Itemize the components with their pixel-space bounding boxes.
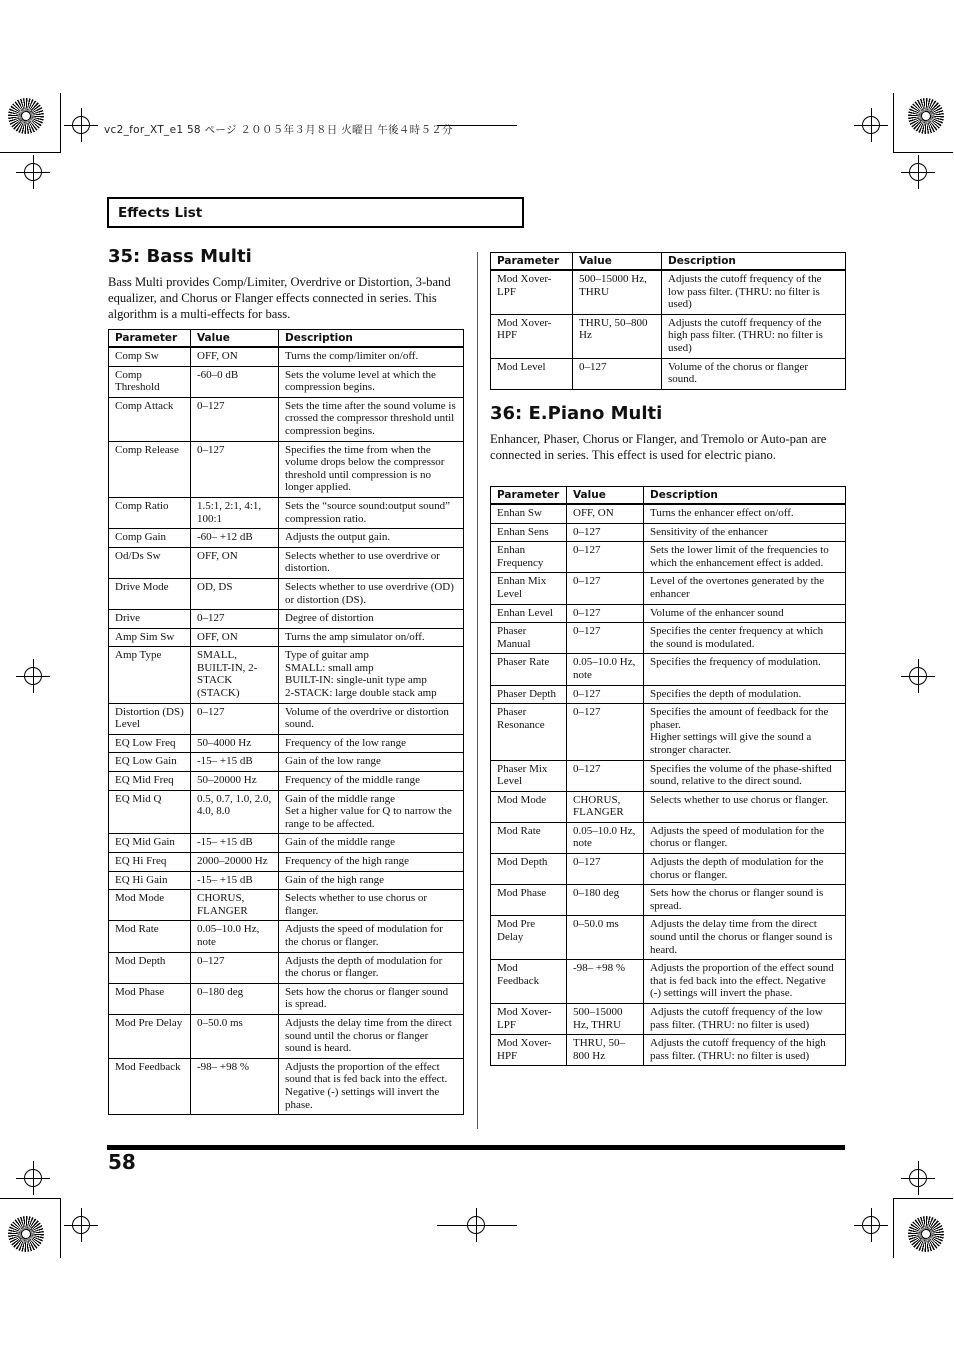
table-row bbox=[491, 704, 846, 760]
registration-disc-icon bbox=[908, 1216, 944, 1252]
value-cell: 0–127 bbox=[191, 952, 279, 983]
value-cell: 0.5, 0.7, 1.0, 2.0, 4.0, 8.0 bbox=[191, 790, 279, 834]
description-cell: Adjusts the speed of modulation for the chorus or flanger. bbox=[279, 921, 464, 952]
description-cell: Level of the overtones generated by the enhancer bbox=[644, 573, 846, 604]
parameter-cell: EQ Low Freq bbox=[109, 734, 191, 753]
parameter-cell: Enhan Sw bbox=[491, 504, 567, 523]
parameter-cell: Comp Sw bbox=[109, 347, 191, 366]
description-cell: Selects whether to use overdrive or distortion. bbox=[279, 547, 464, 578]
crosshair-mark-icon bbox=[909, 163, 927, 181]
description-cell: Specifies the frequency of modulation. bbox=[644, 654, 846, 685]
description-cell: Adjusts the depth of modulation for the chorus or flanger. bbox=[644, 854, 846, 885]
table-row bbox=[109, 366, 464, 397]
parameter-cell: Mod Xover-LPF bbox=[491, 1004, 567, 1035]
parameter-cell: Mod Depth bbox=[109, 952, 191, 983]
parameter-cell: Mod Pre Delay bbox=[109, 1014, 191, 1058]
table-row bbox=[109, 647, 464, 703]
parameter-cell: Mod Xover-HPF bbox=[491, 1035, 567, 1066]
value-cell: CHORUS, FLANGER bbox=[567, 791, 644, 822]
value-cell: 0.05–10.0 Hz, note bbox=[567, 654, 644, 685]
description-cell: Adjusts the speed of modulation for the chorus or flanger. bbox=[644, 822, 846, 853]
crosshair-mark-icon bbox=[909, 667, 927, 685]
description-cell: Adjusts the delay time from the direct sound until the chorus or flanger sound is heard. bbox=[644, 916, 846, 960]
bass-multi-intro: Bass Multi provides Comp/Limiter, Overdrive or Distortion, 3-band equalizer, and Chorus or Flanger effects connected in series. This algorithm is a multi-effects for bass. bbox=[108, 275, 451, 321]
value-cell: 0.05–10.0 Hz, note bbox=[191, 921, 279, 952]
description-cell: Turns the comp/limiter on/off. bbox=[279, 347, 464, 366]
column-header-value: Value bbox=[573, 253, 662, 271]
value-cell: 0–127 bbox=[567, 523, 644, 542]
description-cell: Turns the enhancer effect on/off. bbox=[644, 504, 846, 523]
table-row bbox=[491, 822, 846, 853]
parameter-cell: Mod Xover-LPF bbox=[491, 270, 573, 314]
description-cell: Type of guitar amp SMALL: small amp BUILT-IN: single-unit type amp 2-STACK: large double stack amp bbox=[279, 647, 464, 703]
value-cell: 2000–20000 Hz bbox=[191, 853, 279, 872]
value-cell: 0–127 bbox=[567, 685, 644, 704]
description-cell: Selects whether to use chorus or flanger. bbox=[279, 890, 464, 921]
parameter-cell: Drive Mode bbox=[109, 578, 191, 609]
description-cell: Sensitivity of the enhancer bbox=[644, 523, 846, 542]
parameter-cell: Phaser Manual bbox=[491, 623, 567, 654]
table-row bbox=[109, 628, 464, 647]
parameter-cell: Comp Ratio bbox=[109, 497, 191, 528]
table-row bbox=[109, 834, 464, 853]
parameter-cell: EQ Hi Gain bbox=[109, 871, 191, 890]
parameter-cell: Drive bbox=[109, 610, 191, 629]
parameter-cell: Comp Threshold bbox=[109, 366, 191, 397]
description-cell: Gain of the middle range Set a higher value for Q to narrow the range to be affected. bbox=[279, 790, 464, 834]
value-cell: -60–0 dB bbox=[191, 366, 279, 397]
description-cell: Gain of the middle range bbox=[279, 834, 464, 853]
table-row bbox=[491, 760, 846, 791]
description-cell: Gain of the low range bbox=[279, 753, 464, 772]
crop-mark bbox=[60, 1198, 61, 1258]
bass-multi-title: 35: Bass Multi bbox=[108, 246, 252, 267]
table-row bbox=[491, 623, 846, 654]
value-cell: SMALL, BUILT-IN, 2-STACK (STACK) bbox=[191, 647, 279, 703]
parameter-cell: Comp Attack bbox=[109, 397, 191, 441]
parameter-cell: EQ Mid Q bbox=[109, 790, 191, 834]
parameter-cell: Amp Type bbox=[109, 647, 191, 703]
parameter-cell: EQ Mid Gain bbox=[109, 834, 191, 853]
value-cell: -98– +98 % bbox=[567, 960, 644, 1004]
table-row bbox=[109, 397, 464, 441]
value-cell: -60– +12 dB bbox=[191, 529, 279, 548]
table-row bbox=[109, 772, 464, 791]
registration-disc-icon bbox=[8, 1216, 44, 1252]
crosshair-mark-icon bbox=[24, 1169, 42, 1187]
value-cell: 0–180 deg bbox=[567, 885, 644, 916]
value-cell: 50–20000 Hz bbox=[191, 772, 279, 791]
value-cell: 1.5:1, 2:1, 4:1, 100:1 bbox=[191, 497, 279, 528]
value-cell: -98– +98 % bbox=[191, 1058, 279, 1114]
table-row bbox=[491, 885, 846, 916]
table-row bbox=[491, 1004, 846, 1035]
parameter-cell: Mod Phase bbox=[109, 983, 191, 1014]
parameter-cell: Enhan Sens bbox=[491, 523, 567, 542]
crosshair-mark-icon bbox=[862, 116, 880, 134]
column-header-value: Value bbox=[567, 487, 644, 505]
column-header-parameter: Parameter bbox=[109, 330, 191, 348]
value-cell: 50–4000 Hz bbox=[191, 734, 279, 753]
crop-mark bbox=[893, 1198, 953, 1199]
description-cell: Turns the amp simulator on/off. bbox=[279, 628, 464, 647]
parameter-cell: EQ Mid Freq bbox=[109, 772, 191, 791]
column-header-description: Description bbox=[662, 253, 846, 271]
description-cell: Degree of distortion bbox=[279, 610, 464, 629]
parameter-cell: Mod Phase bbox=[491, 885, 567, 916]
description-cell: Gain of the high range bbox=[279, 871, 464, 890]
table-row bbox=[491, 542, 846, 573]
value-cell: 0–127 bbox=[191, 397, 279, 441]
crosshair-mark-icon bbox=[24, 667, 42, 685]
parameter-cell: Mod Level bbox=[491, 358, 573, 389]
bass-multi-table bbox=[108, 329, 464, 1115]
description-cell: Adjusts the delay time from the direct sound until the chorus or flanger sound is heard. bbox=[279, 1014, 464, 1058]
column-header-value: Value bbox=[191, 330, 279, 348]
value-cell: 500–15000 Hz, THRU bbox=[573, 270, 662, 314]
description-cell: Adjusts the proportion of the effect sound that is fed back into the effect. Negative (-) settings will invert the phase. bbox=[644, 960, 846, 1004]
parameter-cell: Phaser Rate bbox=[491, 654, 567, 685]
crop-mark bbox=[893, 1198, 894, 1258]
table-row bbox=[109, 497, 464, 528]
column-header-parameter: Parameter bbox=[491, 253, 573, 271]
parameter-cell: Mod Depth bbox=[491, 854, 567, 885]
table-row bbox=[109, 610, 464, 629]
table-row bbox=[491, 685, 846, 704]
value-cell: -15– +15 dB bbox=[191, 753, 279, 772]
value-cell: -15– +15 dB bbox=[191, 871, 279, 890]
table-row bbox=[109, 871, 464, 890]
table-header-row bbox=[491, 487, 846, 505]
table-row bbox=[491, 504, 846, 523]
value-cell: OFF, ON bbox=[191, 347, 279, 366]
table-row bbox=[491, 270, 846, 314]
table-row bbox=[109, 790, 464, 834]
table-row bbox=[109, 578, 464, 609]
description-cell: Sets how the chorus or flanger sound is spread. bbox=[644, 885, 846, 916]
section-label: Effects List bbox=[118, 205, 203, 221]
value-cell: 0–127 bbox=[191, 703, 279, 734]
description-cell: Adjusts the depth of modulation for the chorus or flanger. bbox=[279, 952, 464, 983]
column-divider bbox=[477, 252, 478, 1129]
parameter-cell: Mod Rate bbox=[491, 822, 567, 853]
description-cell: Adjusts the cutoff frequency of the low pass filter. (THRU: no filter is used) bbox=[662, 270, 846, 314]
crop-mark bbox=[437, 1225, 517, 1226]
description-cell: Volume of the enhancer sound bbox=[644, 604, 846, 623]
description-cell: Sets the time after the sound volume is crossed the compressor threshold until compression begins. bbox=[279, 397, 464, 441]
bass-multi-continued-table bbox=[490, 252, 846, 390]
table-row bbox=[109, 547, 464, 578]
description-cell: Volume of the overdrive or distortion sound. bbox=[279, 703, 464, 734]
table-row bbox=[491, 1035, 846, 1066]
parameter-cell: Phaser Resonance bbox=[491, 704, 567, 760]
value-cell: THRU, 50–800 Hz bbox=[567, 1035, 644, 1066]
description-cell: Adjusts the proportion of the effect sound that is fed back into the effect. Negative (-) settings will invert the phase. bbox=[279, 1058, 464, 1114]
value-cell: 0–127 bbox=[567, 854, 644, 885]
page-number: 58 bbox=[108, 1150, 136, 1174]
table-row bbox=[491, 960, 846, 1004]
table-row bbox=[491, 604, 846, 623]
print-header: vc2_for_XT_e1 58 ページ ２００５年３月８日 火曜日 午後４時５２分 bbox=[104, 124, 453, 136]
value-cell: 0–127 bbox=[567, 604, 644, 623]
crosshair-mark-icon bbox=[909, 1169, 927, 1187]
value-cell: 0–127 bbox=[567, 542, 644, 573]
value-cell: 0–180 deg bbox=[191, 983, 279, 1014]
table-row bbox=[491, 654, 846, 685]
value-cell: OFF, ON bbox=[191, 547, 279, 578]
parameter-cell: Comp Gain bbox=[109, 529, 191, 548]
crosshair-mark-icon bbox=[72, 1216, 90, 1234]
parameter-cell: EQ Hi Freq bbox=[109, 853, 191, 872]
description-cell: Frequency of the high range bbox=[279, 853, 464, 872]
column-header-description: Description bbox=[644, 487, 846, 505]
value-cell: 0–127 bbox=[567, 760, 644, 791]
table-row bbox=[109, 890, 464, 921]
crosshair-mark-icon bbox=[24, 163, 42, 181]
value-cell: 0–127 bbox=[191, 441, 279, 497]
value-cell: OFF, ON bbox=[191, 628, 279, 647]
parameter-cell: Amp Sim Sw bbox=[109, 628, 191, 647]
parameter-cell: Enhan Mix Level bbox=[491, 573, 567, 604]
crop-mark bbox=[0, 1198, 60, 1199]
value-cell: 0.05–10.0 Hz, note bbox=[567, 822, 644, 853]
parameter-cell: Enhan Frequency bbox=[491, 542, 567, 573]
table-row bbox=[491, 791, 846, 822]
value-cell: 500–15000 Hz, THRU bbox=[567, 1004, 644, 1035]
epiano-multi-table bbox=[490, 486, 846, 1066]
crop-mark bbox=[893, 93, 894, 153]
footer-rule bbox=[107, 1145, 845, 1150]
crop-mark bbox=[60, 93, 61, 153]
parameter-cell: Mod Feedback bbox=[491, 960, 567, 1004]
description-cell: Selects whether to use chorus or flanger. bbox=[644, 791, 846, 822]
crop-mark bbox=[893, 152, 953, 153]
description-cell: Volume of the chorus or flanger sound. bbox=[662, 358, 846, 389]
table-row bbox=[109, 952, 464, 983]
table-row bbox=[491, 854, 846, 885]
crop-mark bbox=[0, 152, 60, 153]
table-row bbox=[109, 1058, 464, 1114]
parameter-cell: Phaser Mix Level bbox=[491, 760, 567, 791]
table-row bbox=[109, 921, 464, 952]
description-cell: Sets the lower limit of the frequencies to which the enhancement effect is added. bbox=[644, 542, 846, 573]
value-cell: OFF, ON bbox=[567, 504, 644, 523]
parameter-cell: Mod Rate bbox=[109, 921, 191, 952]
epiano-multi-title: 36: E.Piano Multi bbox=[490, 403, 663, 424]
parameter-cell: Mod Mode bbox=[109, 890, 191, 921]
table-row bbox=[109, 703, 464, 734]
crosshair-mark-icon bbox=[72, 116, 90, 134]
value-cell: 0–127 bbox=[567, 704, 644, 760]
epiano-multi-intro: Enhancer, Phaser, Chorus or Flanger, and Tremolo or Auto-pan are connected in series. This effect is used for electric piano. bbox=[490, 432, 827, 462]
parameter-cell: Phaser Depth bbox=[491, 685, 567, 704]
column-header-description: Description bbox=[279, 330, 464, 348]
table-row bbox=[491, 573, 846, 604]
description-cell: Frequency of the low range bbox=[279, 734, 464, 753]
table-header-row bbox=[109, 330, 464, 348]
parameter-cell: Mod Pre Delay bbox=[491, 916, 567, 960]
table-row bbox=[109, 441, 464, 497]
description-cell: Adjusts the cutoff frequency of the low pass filter. (THRU: no filter is used) bbox=[644, 1004, 846, 1035]
table-row bbox=[491, 523, 846, 542]
value-cell: THRU, 50–800 Hz bbox=[573, 314, 662, 358]
value-cell: 0–50.0 ms bbox=[567, 916, 644, 960]
parameter-cell: Comp Release bbox=[109, 441, 191, 497]
table-row bbox=[491, 358, 846, 389]
table-row bbox=[109, 983, 464, 1014]
description-cell: Specifies the center frequency at which the sound is modulated. bbox=[644, 623, 846, 654]
section-header-box bbox=[107, 197, 524, 228]
table-row bbox=[109, 734, 464, 753]
parameter-cell: Distortion (DS) Level bbox=[109, 703, 191, 734]
table-row bbox=[491, 916, 846, 960]
value-cell: 0–127 bbox=[567, 573, 644, 604]
column-header-parameter: Parameter bbox=[491, 487, 567, 505]
value-cell: OD, DS bbox=[191, 578, 279, 609]
value-cell: 0–127 bbox=[191, 610, 279, 629]
parameter-cell: Enhan Level bbox=[491, 604, 567, 623]
value-cell: 0–127 bbox=[567, 623, 644, 654]
table-header-row bbox=[491, 253, 846, 271]
value-cell: CHORUS, FLANGER bbox=[191, 890, 279, 921]
description-cell: Adjusts the output gain. bbox=[279, 529, 464, 548]
description-cell: Specifies the volume of the phase-shifted sound, relative to the direct sound. bbox=[644, 760, 846, 791]
value-cell: -15– +15 dB bbox=[191, 834, 279, 853]
description-cell: Sets how the chorus or flanger sound is spread. bbox=[279, 983, 464, 1014]
description-cell: Selects whether to use overdrive (OD) or distortion (DS). bbox=[279, 578, 464, 609]
description-cell: Adjusts the cutoff frequency of the high pass filter. (THRU: no filter is used) bbox=[644, 1035, 846, 1066]
description-cell: Frequency of the middle range bbox=[279, 772, 464, 791]
description-cell: Sets the “source sound:output sound” compression ratio. bbox=[279, 497, 464, 528]
table-row bbox=[109, 853, 464, 872]
table-row bbox=[491, 314, 846, 358]
table-row bbox=[109, 1014, 464, 1058]
parameter-cell: Mod Mode bbox=[491, 791, 567, 822]
parameter-cell: Mod Feedback bbox=[109, 1058, 191, 1114]
parameter-cell: Od/Ds Sw bbox=[109, 547, 191, 578]
table-row bbox=[109, 347, 464, 366]
parameter-cell: EQ Low Gain bbox=[109, 753, 191, 772]
registration-disc-icon bbox=[8, 98, 44, 134]
description-cell: Specifies the depth of modulation. bbox=[644, 685, 846, 704]
description-cell: Specifies the amount of feedback for the phaser. Higher settings will give the sound a stronger character. bbox=[644, 704, 846, 760]
description-cell: Sets the volume level at which the compression begins. bbox=[279, 366, 464, 397]
registration-disc-icon bbox=[908, 98, 944, 134]
table-row bbox=[109, 529, 464, 548]
crosshair-mark-icon bbox=[862, 1216, 880, 1234]
description-cell: Adjusts the cutoff frequency of the high pass filter. (THRU: no filter is used) bbox=[662, 314, 846, 358]
table-row bbox=[109, 753, 464, 772]
parameter-cell: Mod Xover-HPF bbox=[491, 314, 573, 358]
description-cell: Specifies the time from when the volume drops below the compressor threshold until compression is no longer applied. bbox=[279, 441, 464, 497]
value-cell: 0–50.0 ms bbox=[191, 1014, 279, 1058]
value-cell: 0–127 bbox=[573, 358, 662, 389]
